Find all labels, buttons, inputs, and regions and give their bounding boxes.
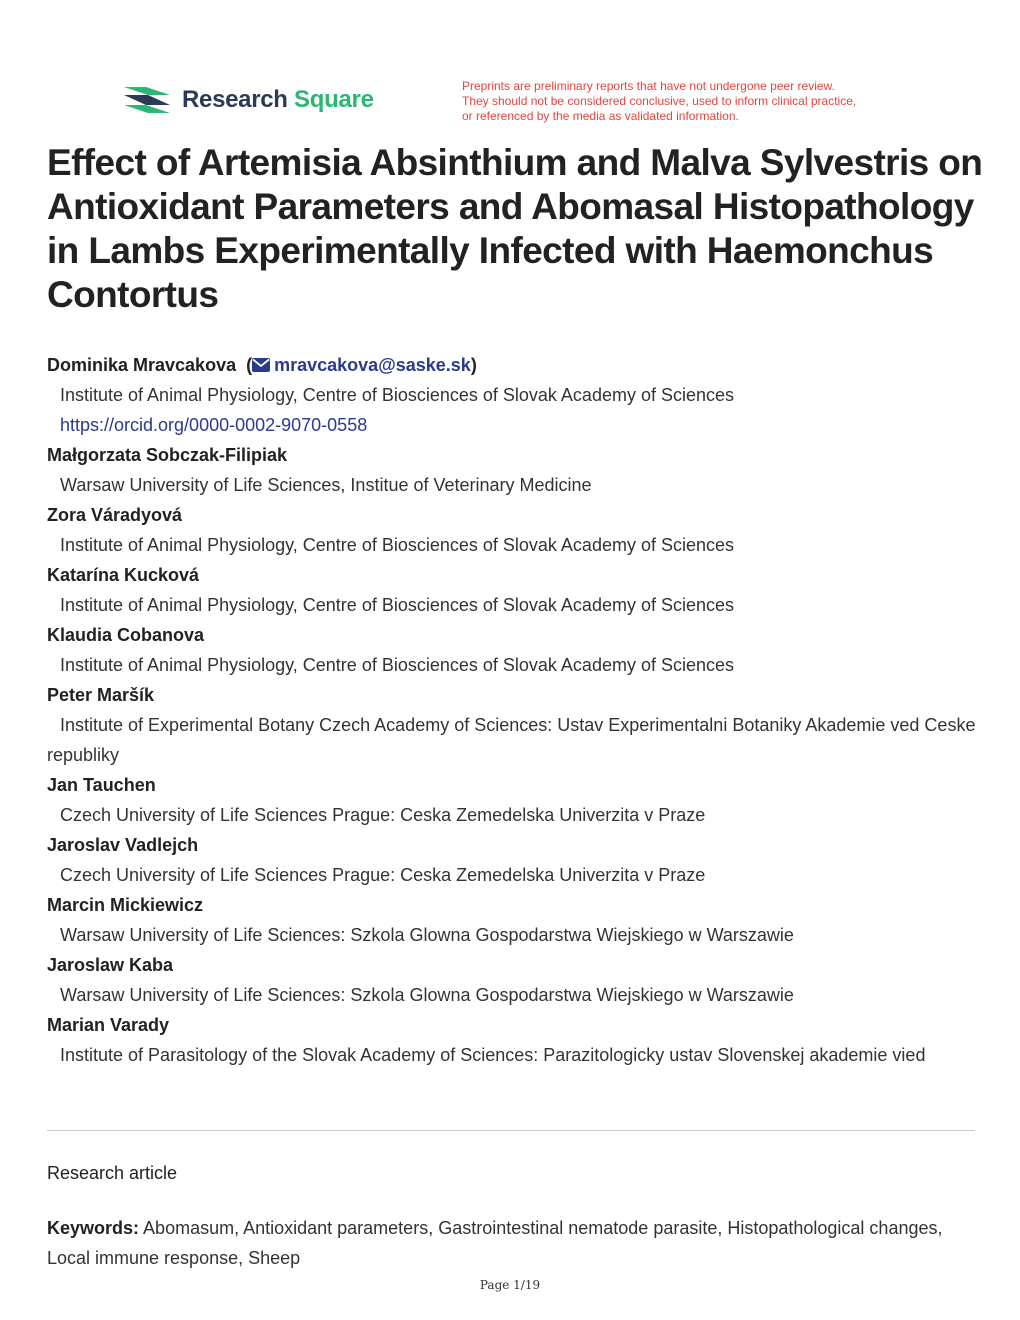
preprint-header bbox=[0, 0, 1020, 130]
orcid-link[interactable]: https://orcid.org/0000-0002-9070-0558 bbox=[60, 415, 368, 435]
disclaimer-line: or referenced by the media as validated information. bbox=[462, 109, 739, 123]
author-affiliation: Institute of Experimental Botany Czech Academy of Sciences: Ustav Experimentalni Botaniky Akademie ved Ceske republiky bbox=[47, 715, 976, 765]
research-square-logo-icon bbox=[122, 82, 172, 118]
author-entry bbox=[47, 1010, 977, 1070]
author-affiliation: Institute of Animal Physiology, Centre of Biosciences of Slovak Academy of Sciences bbox=[60, 655, 735, 675]
logo-word-square: Square bbox=[294, 86, 374, 113]
author-affiliation: Warsaw University of Life Sciences: Szkola Glowna Gospodarstwa Wiejskiego w Warszawie bbox=[60, 925, 794, 945]
paper-title: Effect of Artemisia Absinthium and Malva Sylvestris on Antioxidant Parameters and Abomasal Histopathology in Lambs Experimentally Infected with Haemonchus Contortus bbox=[47, 142, 983, 315]
section-divider bbox=[47, 1130, 975, 1131]
disclaimer-line: They should not be considered conclusive, used to inform clinical practice, bbox=[462, 94, 857, 108]
author-name: Zora Váradyová bbox=[47, 505, 183, 525]
author-email-wrapper: ( mravcakova@saske.sk) bbox=[246, 355, 477, 375]
author-affiliation: Warsaw University of Life Sciences: Szkola Glowna Gospodarstwa Wiejskiego w Warszawie bbox=[60, 985, 794, 1005]
author-list bbox=[47, 350, 977, 1070]
author-name: Małgorzata Sobczak-Filipiak bbox=[47, 445, 288, 465]
author-entry bbox=[47, 680, 977, 770]
author-entry bbox=[47, 440, 977, 500]
research-square-logo[interactable] bbox=[122, 82, 374, 118]
author-name: Klaudia Cobanova bbox=[47, 625, 205, 645]
author-affiliation: Warsaw University of Life Sciences, Institue of Veterinary Medicine bbox=[60, 475, 592, 495]
logo-wordmark bbox=[182, 86, 374, 114]
author-entry bbox=[47, 350, 977, 440]
author-name: Peter Maršík bbox=[47, 685, 155, 705]
author-affiliation: Institute of Parasitology of the Slovak Academy of Sciences: Parazitologicky ustav Slovenskej akademie vied bbox=[60, 1045, 926, 1065]
logo-word-research: Research bbox=[182, 86, 288, 113]
author-email-link[interactable]: mravcakova@saske.sk bbox=[274, 355, 471, 375]
author-name: Marian Varady bbox=[47, 1015, 170, 1035]
disclaimer-line: Preprints are preliminary reports that have not undergone peer review. bbox=[462, 79, 835, 93]
author-name: Marcin Mickiewicz bbox=[47, 895, 204, 915]
author-entry bbox=[47, 890, 977, 950]
author-entry bbox=[47, 560, 977, 620]
author-entry bbox=[47, 770, 977, 830]
author-affiliation: Institute of Animal Physiology, Centre of Biosciences of Slovak Academy of Sciences bbox=[60, 535, 735, 555]
author-name: Katarína Kucková bbox=[47, 565, 200, 585]
author-name: Dominika Mravcakova bbox=[47, 355, 237, 375]
author-affiliation: Institute of Animal Physiology, Centre of Biosciences of Slovak Academy of Sciences bbox=[60, 385, 735, 405]
article-type: Research article bbox=[47, 1163, 178, 1183]
keywords-label: Keywords: bbox=[47, 1218, 140, 1238]
author-name: Jan Tauchen bbox=[47, 775, 156, 795]
keywords-list: Abomasum, Antioxidant parameters, Gastrointestinal nematode parasite, Histopathological changes, Local immune response, Sheep bbox=[47, 1218, 943, 1268]
author-name: Jaroslaw Kaba bbox=[47, 955, 174, 975]
author-affiliation: Czech University of Life Sciences Prague: Ceska Zemedelska Univerzita v Praze bbox=[60, 865, 706, 885]
author-entry bbox=[47, 950, 977, 1010]
page-number: Page 1/19 bbox=[479, 1278, 541, 1292]
author-affiliation: Institute of Animal Physiology, Centre of Biosciences of Slovak Academy of Sciences bbox=[60, 595, 735, 615]
envelope-icon bbox=[252, 358, 270, 372]
keywords bbox=[47, 1213, 967, 1273]
author-entry bbox=[47, 620, 977, 680]
author-affiliation: Czech University of Life Sciences Prague: Ceska Zemedelska Univerzita v Praze bbox=[60, 805, 706, 825]
author-name-line bbox=[47, 350, 977, 380]
author-entry bbox=[47, 830, 977, 890]
author-entry bbox=[47, 500, 977, 560]
author-name: Jaroslav Vadlejch bbox=[47, 835, 199, 855]
preprint-disclaimer bbox=[462, 79, 932, 124]
